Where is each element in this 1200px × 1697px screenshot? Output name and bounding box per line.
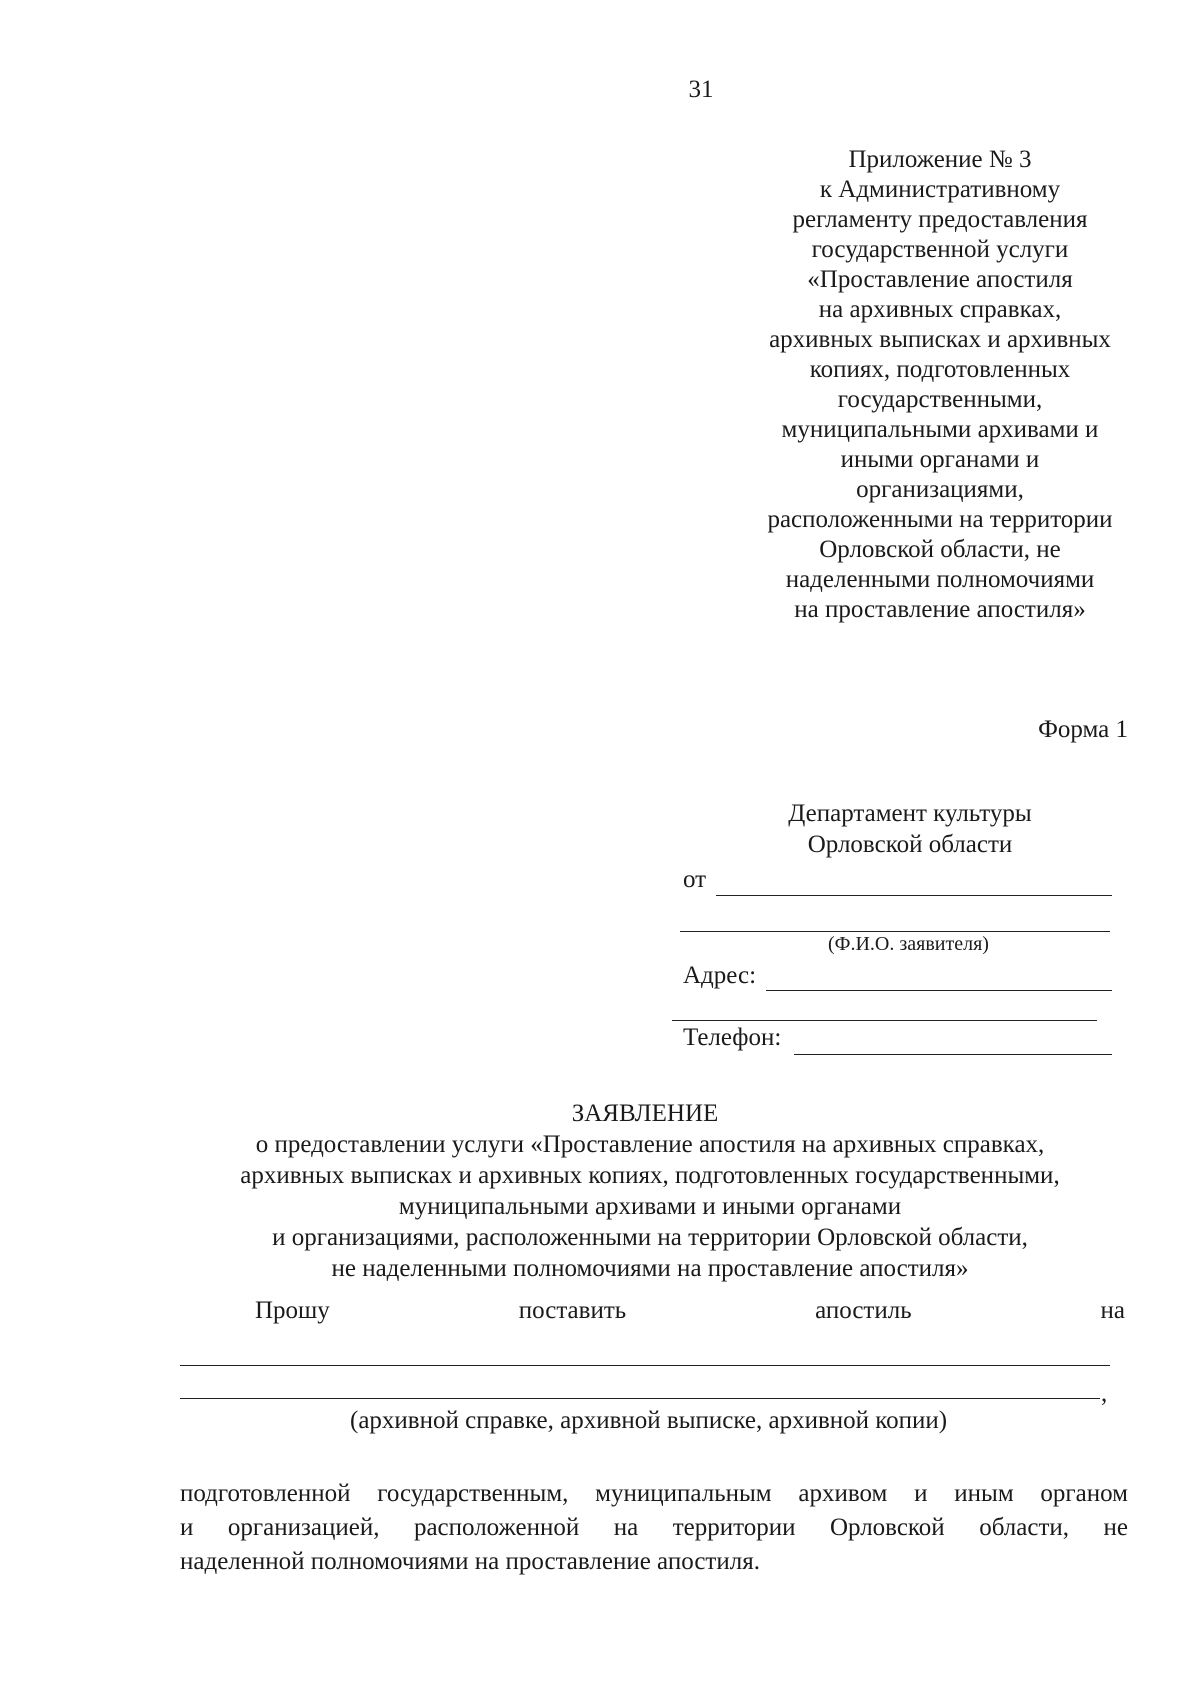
appendix-line: Приложение № 3 (848, 146, 1032, 173)
from-label: от (683, 866, 707, 893)
appendix-line: «Проставление апостиля (807, 266, 1073, 293)
appendix-line: копиях, подготовленных (809, 356, 1071, 383)
blank-comma: , (1101, 1380, 1108, 1407)
closing-line: подготовленной государственным, муниципальным архивом и иным органом (180, 1480, 1128, 1507)
statement-line: о предоставлении услуги «Проставление апостиля на архивных справках, (255, 1131, 1045, 1158)
form-number-label: Форма 1 (1038, 716, 1128, 743)
from-name-field[interactable] (716, 895, 1112, 896)
appendix-line: организациями, (856, 476, 1024, 503)
statement-title: ЗАЯВЛЕНИЕ (571, 1100, 719, 1127)
addressee-block (740, 798, 1080, 860)
appendix-line: иными органами и (840, 446, 1040, 473)
closing-line: и организацией, расположенной на территории Орловской области, не (180, 1514, 1128, 1541)
request-word: поставить (518, 1297, 627, 1324)
appendix-line: расположенными на территории (767, 506, 1113, 533)
statement-subject (170, 1129, 1130, 1284)
page-number: 31 (688, 76, 714, 103)
request-word: Прошу (255, 1297, 330, 1324)
closing-line: наделенной полномочиями на проставление апостиля. (180, 1548, 760, 1575)
addressee-line: Орловской области (807, 831, 1013, 858)
address-field-line2[interactable] (672, 1020, 1097, 1021)
document-type-field[interactable] (180, 1365, 1110, 1366)
statement-line: не наделенными полномочиями на проставление апостиля» (331, 1255, 969, 1282)
phone-label: Телефон: (683, 1024, 782, 1051)
appendix-line: архивных выписках и архивных (769, 326, 1111, 353)
appendix-line: Орловской области, не (819, 536, 1061, 563)
appendix-line: регламенту предоставления (792, 206, 1088, 233)
appendix-line: государственной услуги (811, 236, 1069, 263)
appendix-line: на проставление апостиля» (794, 596, 1086, 623)
addressee-line: Департамент культуры (788, 800, 1032, 827)
request-word: апостиль (815, 1297, 912, 1324)
appendix-line: наделенными полномочиями (785, 566, 1095, 593)
appendix-line: к Административному (819, 176, 1061, 203)
appendix-line: муниципальными архивами и (781, 416, 1099, 443)
phone-field[interactable] (794, 1054, 1112, 1055)
statement-line: муниципальными архивами и иными органами (398, 1193, 902, 1220)
address-field[interactable] (766, 990, 1112, 991)
request-word: на (1100, 1297, 1125, 1324)
document-type-caption: (архивной справке, архивной выписке, архивной копии) (350, 1407, 948, 1434)
appendix-header (700, 145, 1180, 625)
statement-line: и организациями, расположенными на территории Орловской области, (272, 1224, 1028, 1251)
request-line (185, 1297, 1125, 1325)
document-type-field-line2[interactable] (180, 1398, 1100, 1399)
fio-caption: (Ф.И.О. заявителя) (828, 933, 989, 955)
closing-paragraph (180, 1477, 1128, 1579)
statement-line: архивных выписках и архивных копиях, подготовленных государственными, (240, 1162, 1060, 1189)
address-label: Адрес: (683, 962, 757, 989)
from-name-field-line2[interactable] (680, 931, 1110, 932)
appendix-line: государственными, (837, 386, 1043, 413)
appendix-line: на архивных справках, (818, 296, 1062, 323)
